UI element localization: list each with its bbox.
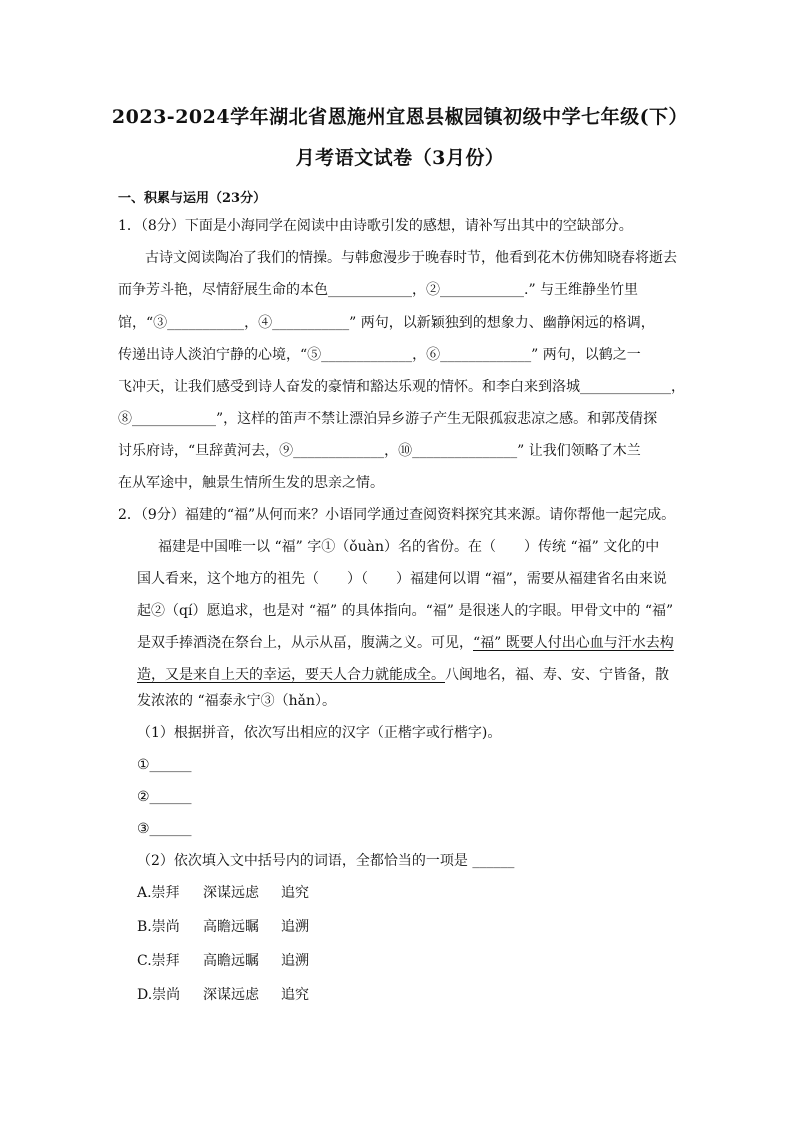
q1-stem: 1．（8分）下面是小海同学在阅读中由诗歌引发的感想，请补写出其中的空缺部分。	[118, 218, 633, 234]
q2-passage-line: 起②（qí）愿追求，也是对 “福” 的具体指向。“福” 是很迷人的字眼。甲骨文中的 “福”	[137, 603, 674, 619]
q1-passage-line: 在从军途中，触景生情所生发的思亲之情。	[118, 475, 384, 491]
q2-underlined-sentence-a: “福” 既要人付出心血与汗水去构	[473, 635, 674, 651]
q2-sub1-prompt: （1）根据拼音，依次写出相应的汉字（正楷字或行楷字)。	[137, 725, 502, 741]
q2-sub2-prompt: （2）依次填入文中括号内的词语，全都恰当的一项是 ______	[137, 853, 515, 869]
q2-passage-line: 国人看来，这个地方的祖先（ ）（ ）福建何以谓 “福”，需要从福建省名由来说	[137, 571, 667, 587]
option-word-3: 追究	[281, 987, 309, 1003]
q1-passage-line: ⑧____________”，这样的笛声不禁让漂泊异乡游子产生无限孤寂悲凉之感。和郭茂倩探	[118, 411, 658, 427]
q2-option-b	[137, 917, 309, 937]
q2-underlined-sentence-b: 造，又是来自上天的幸运，要天人合力就能成全。	[137, 667, 445, 683]
q2-sub1-blank: ③______	[137, 821, 192, 837]
exam-title-line-1: 2023-2024学年湖北省恩施州宜恩县椒园镇初级中学七年级(下）	[111, 106, 689, 128]
q2-stem: 2．（9分）福建的“福”从何而来？小语同学通过查阅资料探究其来源。请你帮他一起完成。	[118, 507, 676, 523]
q2-passage-line: 发浓浓的 “福泰永宁③（hǎn）。	[137, 693, 336, 709]
option-word-3: 追溯	[281, 953, 309, 969]
q2-option-c	[137, 951, 309, 971]
q1-passage-line: 传递出诗人淡泊宁静的心境，“⑤_____________，⑥_____________” 两句，以鹤之一	[118, 347, 641, 363]
q1-passage-line: 讨乐府诗，“旦辞黄河去，⑨_____________，⑩_______________” 让我们领略了木兰	[118, 443, 641, 459]
option-word-2: 深谋远虑	[203, 885, 259, 901]
q2-passage-line	[137, 665, 669, 685]
exam-title-line-2: 月考语文试卷（3月份）	[295, 147, 505, 169]
option-letter: D.崇尚	[137, 987, 181, 1003]
q1-passage-line: 飞冲天，让我们感受到诗人奋发的豪情和豁达乐观的情怀。和李白来到洛城_____________，	[118, 379, 685, 395]
option-letter: C.崇拜	[137, 953, 180, 969]
section-heading: 一、积累与运用（23分）	[118, 191, 267, 206]
option-letter: A.崇拜	[137, 885, 180, 901]
option-word-3: 追溯	[281, 919, 309, 935]
q2-option-d	[137, 985, 309, 1005]
q2-sub1-blank: ①______	[137, 757, 192, 773]
q1-passage-line: 馆，“③___________，④___________” 两句，以新颖独到的想象力、幽静闲远的格调，	[118, 315, 655, 331]
q2-line5-tail: 八闽地名，福、寿、安、宁皆备，散	[445, 667, 669, 683]
q2-line4-text: 是双手捧酒浇在祭台上，从示从畐，腹满之义。可见，	[137, 635, 473, 651]
q2-option-a	[137, 883, 309, 903]
q1-passage-line: 而争芳斗艳，尽情舒展生命的本色____________，②____________.” 与王维静坐竹里	[118, 282, 639, 298]
q2-passage-line	[137, 633, 674, 653]
option-word-3: 追究	[281, 885, 309, 901]
q2-sub1-blank: ②______	[137, 789, 192, 805]
option-letter: B.崇尚	[137, 919, 180, 935]
option-word-2: 高瞻远瞩	[203, 953, 259, 969]
option-word-2: 高瞻远瞩	[203, 919, 259, 935]
q1-passage-line: 古诗文阅读陶冶了我们的情操。与韩愈漫步于晚春时节，他看到花木仿佛知晓春将逝去	[145, 250, 677, 266]
q2-passage-line: 福建是中国唯一以 “福” 字①（ǒuàn）名的省份。在（ ）传统 “福” 文化的中	[158, 539, 660, 555]
option-word-2: 深谋远虑	[203, 987, 259, 1003]
